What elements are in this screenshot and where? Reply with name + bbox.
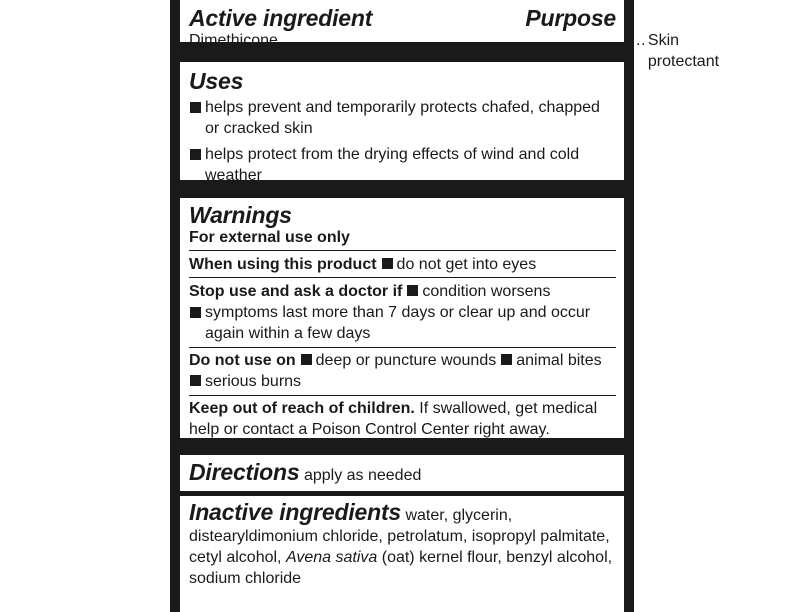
inactive-italic-name: Avena sativa [285,549,378,566]
warnings-heading: Warnings [189,202,292,228]
directions-row [189,458,616,486]
keep-out-label: Keep out of reach of children. [189,400,415,417]
warnings-section [180,198,624,438]
active-ingredient-section [180,0,720,70]
directions-heading: Directions [189,459,300,485]
directions-section [180,455,624,491]
uses-item-text: helps protect from the drying effects of wind and cold weather [205,146,580,184]
stop-use-item: symptoms last more than 7 days or clear up and occur again within a few days [205,304,591,342]
bullet-square [190,307,201,318]
uses-item [189,97,616,139]
keep-out-text: If swallowed, get medical help or contact a Poison Control Center right away. [189,400,598,438]
stop-use-item: condition worsens [422,283,551,300]
do-not-use-item: deep or puncture wounds [315,352,497,369]
keep-out-row [189,396,616,440]
ingredient-name: Dimethicone [189,32,278,49]
inactive-text-before: water, glycerin, distearyldimonium chloride, petrolatum, isopropyl palmitate, cetyl alcohol, [189,507,610,566]
when-using-row [189,251,616,277]
active-ingredient-heading: Active ingredient [189,5,373,31]
uses-item-text: helps prevent and temporarily protects chafed, chapped or cracked skin [205,99,600,137]
bullet-square [501,354,512,365]
ingredient-purpose: Skin protectant [647,32,720,70]
when-using-text: do not get into eyes [396,256,537,273]
bullet-square [190,102,201,113]
directions-text: apply as needed [303,467,422,484]
active-heading-row [189,4,616,32]
bullet-square [190,149,201,160]
inactive-ingredients-section [180,496,624,612]
drug-facts-label [170,0,720,612]
purpose-heading: Purpose [525,5,616,31]
uses-section [180,62,624,184]
inactive-ingredients-heading: Inactive ingredients [189,499,402,525]
bullet-square [301,354,312,365]
do-not-use-label: Do not use on [189,352,296,369]
do-not-use-row [189,348,616,395]
bullet-square [190,375,201,386]
bullet-square [407,285,418,296]
external-use-note: For external use only [189,229,350,246]
dot-leader: .......................................................................... [279,32,646,49]
uses-heading: Uses [189,68,244,94]
uses-item [189,144,616,186]
bullet-square [382,258,393,269]
stop-use-row [189,278,616,302]
stop-use-label: Stop use and ask a doctor if [189,283,403,300]
inactive-text-after: (oat) kernel flour, benzyl alcohol, sodium chloride [189,549,613,587]
when-using-label: When using this product [189,256,377,273]
stop-use-item-row [189,302,616,347]
inactive-ingredients-text [189,498,616,589]
do-not-use-item: serious burns [205,373,302,390]
do-not-use-item: animal bites [516,352,602,369]
